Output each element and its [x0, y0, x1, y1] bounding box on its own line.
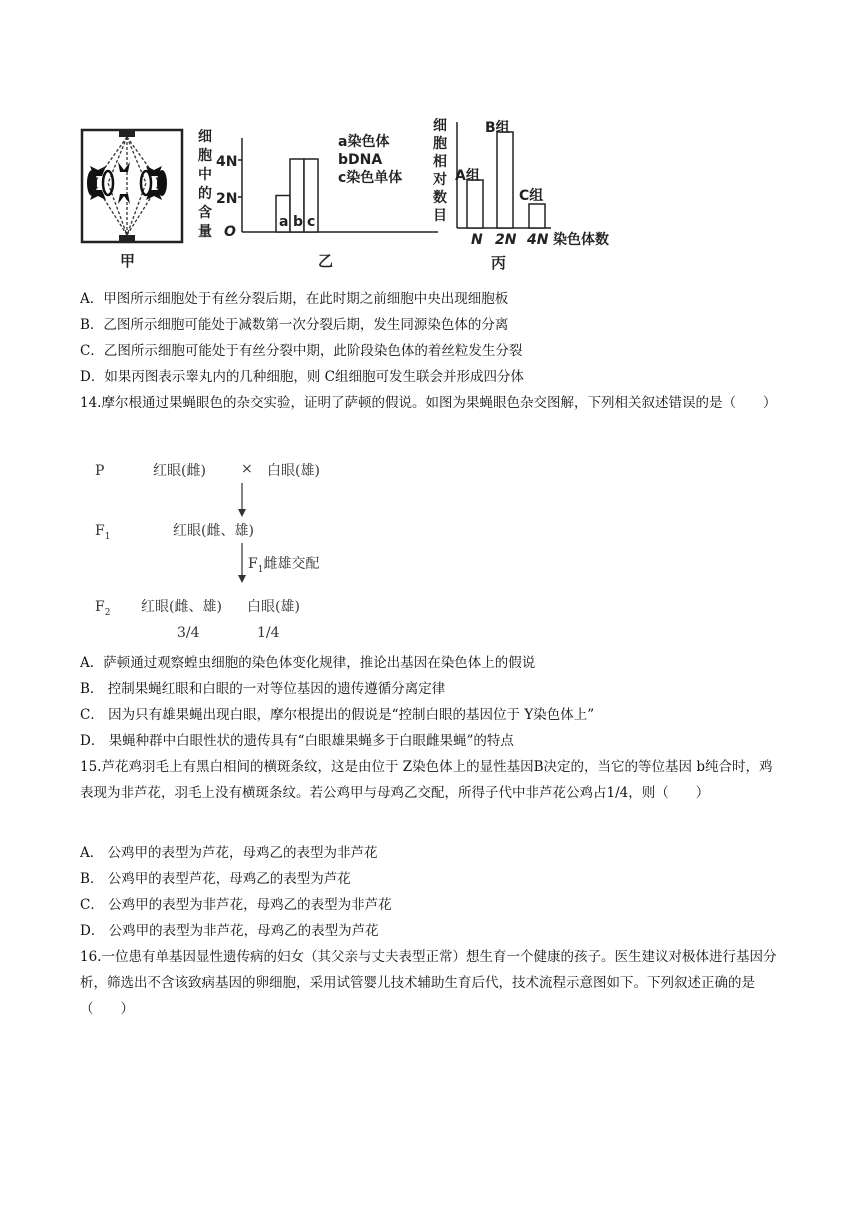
figure-bing: [432, 118, 609, 272]
q14-option-c: C． 因为只有雄果蝇出现白眼，摩尔根提出的假说是“控制白眼的基因位于 Y染色体上”: [80, 707, 595, 723]
cross-p-female: 红眼(雌): [153, 463, 206, 479]
yi-tick-2n: 2N: [216, 191, 238, 207]
q13-option-d: D．如果丙图表示睾丸内的几种细胞，则 C组细胞可发生联会并形成四分体: [80, 369, 524, 385]
q13-option-a: A．甲图所示细胞处于有丝分裂后期，在此时期之前细胞中央出现细胞板: [80, 291, 509, 307]
bing-xtick-2n: 2N: [495, 232, 517, 248]
figure-jia: [82, 130, 182, 270]
bing-ylabel: [432, 118, 447, 224]
q16-stem: 16.一位患有单基因显性遗传病的妇女（其父亲与丈夫表型正常）想生育一个健康的孩子。医生建议对极体进行基因分析，筛选出不含该致病基因的卵细胞，采用试管婴儿技术辅助生育后代，技术流程示意图如下。下列叙述正确的是（ ）: [80, 949, 777, 1017]
yi-bar-label-a: a: [279, 214, 289, 230]
q13-option-b: B．乙图所示细胞可能处于减数第一次分裂后期，发生同源染色体的分离: [80, 317, 509, 333]
bing-bar-4N: [529, 204, 545, 228]
cross-f2-red-ratio: 3/4: [177, 625, 200, 641]
cross-f1-text: 红眼(雌、雄): [173, 523, 254, 539]
q15-stem: 15.芦花鸡羽毛上有黑白相间的横斑条纹，这是由位于 Z染色体上的显性基因B决定的，当它的等位基因 b纯合时，鸡表现为非芦花，羽毛上没有横斑条纹。若公鸡甲与母鸡乙交配，所得子代中非芦花公鸡占1/4，则（ ）: [80, 759, 773, 801]
yi-ylabel: [198, 129, 212, 240]
yi-legend-a: a染色体: [338, 134, 390, 150]
svg-text:对: 对: [433, 172, 447, 188]
bing-group-c: C组: [519, 188, 544, 204]
yi-bar-label-b: b: [293, 214, 304, 230]
cross-f1-mating: $F_1$雌雄交配: [248, 556, 320, 575]
svg-text:数: 数: [433, 190, 447, 206]
bing-xtick-4n: 4N: [527, 232, 549, 248]
figure-jia-label: 甲: [120, 252, 136, 270]
bing-xtick-n: N: [471, 232, 483, 248]
svg-text:胞: 胞: [433, 136, 447, 152]
yi-legend-c: c染色单体: [338, 170, 403, 186]
svg-text:含: 含: [198, 205, 212, 221]
svg-text:细: 细: [433, 118, 447, 134]
q14-stem: 14.摩尔根通过果蝇眼色的杂交实验，证明了萨顿的假说。如图为果蝇眼色杂交图解，下列相关叙述错误的是（ ）: [80, 395, 777, 411]
question13-figures: [78, 108, 638, 273]
svg-text:细: 细: [198, 129, 212, 145]
yi-origin: O: [224, 224, 236, 240]
yi-bars: [276, 159, 318, 232]
svg-text:的: 的: [198, 186, 212, 202]
q15-option-a: A． 公鸡甲的表型为芦花，母鸡乙的表型为非芦花: [80, 845, 378, 861]
q15-option-d: D． 公鸡甲的表型为非芦花，母鸡乙的表型为芦花: [80, 923, 379, 939]
q15-option-b: B． 公鸡甲的表型芦花，母鸡乙的表型为芦花: [80, 871, 351, 887]
figure-yi-label: 乙: [318, 252, 334, 270]
bing-group-b: B组: [485, 120, 510, 136]
svg-text:量: 量: [198, 224, 212, 240]
cross-times: ×: [241, 461, 253, 477]
yi-legend-b: bDNA: [338, 152, 383, 168]
cross-f2-label: $F_2$: [95, 599, 111, 618]
svg-text:目: 目: [433, 208, 447, 224]
cross-f2-white: 白眼(雄): [247, 599, 300, 615]
q15-option-c: C． 公鸡甲的表型为非芦花，母鸡乙的表型为非芦花: [80, 897, 392, 913]
q14-option-d: D． 果蝇种群中白眼性状的遗传具有“白眼雄果蝇多于白眼雌果蝇”的特点: [80, 733, 514, 749]
figure-yi: [198, 129, 438, 270]
cross-f2-white-ratio: 1/4: [257, 625, 280, 641]
q13-option-c: C．乙图所示细胞可能处于有丝分裂中期，此阶段染色体的着丝粒发生分裂: [80, 343, 523, 359]
q14-option-a: A．萨顿通过观察蝗虫细胞的染色体变化规律，推论出基因在染色体上的假说: [80, 655, 536, 671]
yi-bar-label-c: c: [307, 214, 316, 230]
cross-p-label: P: [95, 463, 105, 479]
svg-text:胞: 胞: [198, 148, 212, 164]
svg-text:相: 相: [433, 154, 447, 170]
cross-p-male: 白眼(雄): [267, 463, 320, 479]
bing-bar-N: [467, 180, 483, 228]
q14-option-b: B． 控制果蝇红眼和白眼的一对等位基因的遗传遵循分离定律: [80, 681, 446, 697]
yi-tick-4n: 4N: [216, 154, 238, 170]
bing-bar-2N: [497, 132, 513, 228]
bing-xlabel: 染色体数: [553, 232, 609, 248]
figure-bing-label: 丙: [491, 254, 507, 272]
cross-f1-label: $F_1$: [95, 523, 111, 542]
svg-text:中: 中: [198, 167, 212, 183]
bing-group-a: A组: [455, 168, 480, 184]
cross-f2-red: 红眼(雌、雄): [141, 599, 222, 615]
q14-cross-diagram: [95, 455, 455, 645]
